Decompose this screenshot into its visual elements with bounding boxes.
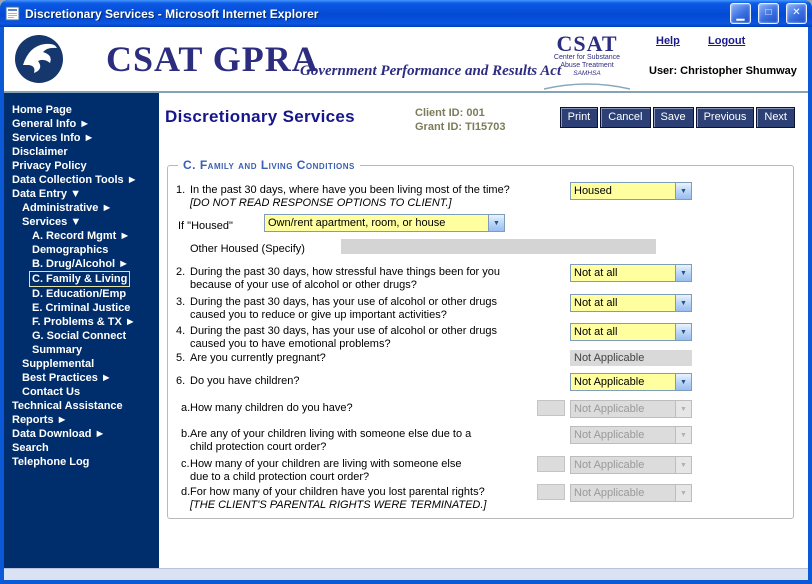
sidebar-item-home-page[interactable]: Home Page bbox=[12, 104, 72, 116]
question-6b: b. Are any of your children living with someone else due to a child protection court order? Not Applicable ▼ bbox=[176, 428, 785, 454]
sidebar-item-best-practices[interactable]: Best Practices ► bbox=[22, 372, 112, 384]
client-id: Client ID: 001 bbox=[415, 107, 485, 119]
other-housed-label: Other Housed (Specify) bbox=[190, 243, 305, 255]
q6d-note: [THE CLIENT'S PARENTAL RIGHTS WERE TERMINATED.] bbox=[190, 499, 487, 511]
q5-pregnant-value: Not Applicable bbox=[570, 350, 692, 366]
window-titlebar bbox=[0, 0, 812, 27]
client-grant-ids bbox=[415, 106, 505, 134]
dropdown-arrow-icon: ▼ bbox=[675, 457, 691, 473]
sidebar-item-search[interactable]: Search bbox=[12, 442, 49, 454]
q6c-select: Not Applicable ▼ bbox=[570, 456, 692, 474]
previous-button[interactable]: Previous bbox=[696, 107, 755, 128]
sidebar-item-services[interactable]: Services ▼ bbox=[22, 216, 82, 228]
csat-gpra-wordmark: CSAT GPRA bbox=[106, 39, 319, 79]
q1-living-select[interactable]: Housed ▼ bbox=[570, 182, 692, 200]
q1-text: In the past 30 days, where have you been living most of the time? bbox=[190, 184, 510, 196]
minimize-button[interactable]: ▁ bbox=[730, 3, 751, 24]
sidebar-item-privacy-policy[interactable]: Privacy Policy bbox=[12, 160, 87, 172]
dropdown-arrow-icon: ▼ bbox=[675, 374, 691, 390]
dropdown-arrow-icon: ▼ bbox=[675, 324, 691, 340]
sidebar-item-data-download[interactable]: Data Download ► bbox=[12, 428, 106, 440]
csat-logo: CSAT Center for Substance Abuse Treatment SAMHSA bbox=[541, 33, 633, 96]
question-1-other-housed bbox=[176, 239, 785, 257]
maximize-button[interactable]: □ bbox=[758, 3, 779, 24]
page-body bbox=[4, 93, 808, 568]
sidebar-item-telephone-log[interactable]: Telephone Log bbox=[12, 456, 90, 468]
ie-page-icon bbox=[5, 6, 20, 21]
dropdown-arrow-icon: ▼ bbox=[675, 295, 691, 311]
sidebar-item-supplemental[interactable]: Supplemental bbox=[22, 358, 95, 370]
q6c-count-input bbox=[537, 456, 565, 472]
dropdown-arrow-icon: ▼ bbox=[675, 265, 691, 281]
question-5: 5. Are you currently pregnant? Not Applicable bbox=[176, 352, 785, 365]
q1-note: [DO NOT READ RESPONSE OPTIONS TO CLIENT.] bbox=[190, 197, 452, 209]
if-housed-label: If "Housed" bbox=[178, 220, 233, 232]
sidebar-item-services-info[interactable]: Services Info ► bbox=[12, 132, 95, 144]
sidebar-item-administrative[interactable]: Administrative ► bbox=[22, 202, 113, 214]
question-2: 2. During the past 30 days, how stressful have things been for you because of your use of alcohol or other drugs? Not at all ▼ bbox=[176, 266, 785, 292]
question-6: 6. Do you have children? Not Applicable ▼ bbox=[176, 375, 785, 388]
question-6a: a. How many children do you have? Not Applicable ▼ bbox=[176, 402, 785, 415]
question-4: 4. During the past 30 days, has your use of alcohol or other drugs caused you to have emotional problems? Not at all ▼ bbox=[176, 325, 785, 351]
q6b-select: Not Applicable ▼ bbox=[570, 426, 692, 444]
question-1-if-housed bbox=[176, 216, 785, 234]
sidebar-item-technical-assistance[interactable]: Technical Assistance bbox=[12, 400, 123, 412]
sidebar-item-family-living[interactable]: C. Family & Living bbox=[4, 271, 159, 287]
bottom-strip bbox=[4, 568, 808, 580]
hhs-logo bbox=[14, 34, 64, 89]
sidebar-item-demographics[interactable]: Demographics bbox=[32, 244, 109, 256]
q6a-count-input bbox=[537, 400, 565, 416]
sidebar-nav bbox=[4, 93, 159, 568]
page-title: Discretionary Services bbox=[165, 107, 355, 126]
samhsa-swoosh-icon bbox=[542, 83, 632, 91]
q6d-count-input bbox=[537, 484, 565, 500]
q2-stress-select[interactable]: Not at all ▼ bbox=[570, 264, 692, 282]
logout-link[interactable]: Logout bbox=[708, 35, 746, 47]
sidebar-item-education-emp[interactable]: D. Education/Emp bbox=[32, 288, 127, 300]
cancel-button[interactable]: Cancel bbox=[600, 107, 650, 128]
app-header bbox=[4, 27, 808, 93]
sidebar-item-social-connect[interactable]: G. Social Connect bbox=[32, 330, 127, 342]
save-button[interactable]: Save bbox=[653, 107, 694, 128]
q6-children-select[interactable]: Not Applicable ▼ bbox=[570, 373, 692, 391]
sidebar-item-contact-us[interactable]: Contact Us bbox=[22, 386, 81, 398]
q6d-select: Not Applicable ▼ bbox=[570, 484, 692, 502]
gpra-tagline: Government Performance and Results Act bbox=[300, 63, 562, 79]
q6a-select: Not Applicable ▼ bbox=[570, 400, 692, 418]
next-button[interactable]: Next bbox=[756, 107, 795, 128]
dropdown-arrow-icon: ▼ bbox=[675, 485, 691, 501]
other-housed-input bbox=[341, 239, 656, 254]
window-title: Discretionary Services - Microsoft Internet Explorer bbox=[25, 6, 319, 21]
question-6d: d. For how many of your children have you lost parental rights? [THE CLIENT'S PARENTAL RIGHTS WERE TERMINATED.] Not Applicable ▼ bbox=[176, 486, 785, 512]
sidebar-item-record-mgmt[interactable]: A. Record Mgmt ► bbox=[32, 230, 131, 242]
main-content bbox=[159, 93, 808, 568]
q1-housed-type-select[interactable]: Own/rent apartment, room, or house ▼ bbox=[264, 214, 505, 232]
logged-in-user: User: Christopher Shumway bbox=[649, 65, 797, 77]
q3-activities-select[interactable]: Not at all ▼ bbox=[570, 294, 692, 312]
sidebar-item-reports[interactable]: Reports ► bbox=[12, 414, 68, 426]
close-button[interactable]: ✕ bbox=[786, 3, 807, 24]
help-link[interactable]: Help bbox=[656, 35, 680, 47]
sidebar-item-data-entry[interactable]: Data Entry ▼ bbox=[12, 188, 81, 200]
sidebar-item-summary[interactable]: Summary bbox=[32, 344, 83, 356]
dropdown-arrow-icon: ▼ bbox=[675, 183, 691, 199]
q4-emotional-select[interactable]: Not at all ▼ bbox=[570, 323, 692, 341]
sidebar-item-data-collection-tools[interactable]: Data Collection Tools ► bbox=[12, 174, 138, 186]
grant-id: Grant ID: TI15703 bbox=[415, 121, 506, 133]
question-6c: c. How many of your children are living with someone else due to a child protection court order? Not Applicable ▼ bbox=[176, 458, 785, 484]
sidebar-item-drug-alcohol[interactable]: B. Drug/Alcohol ► bbox=[32, 258, 130, 270]
window-content bbox=[4, 27, 808, 580]
question-3: 3. During the past 30 days, has your use of alcohol or other drugs caused you to reduce or give up important activities? Not at all ▼ bbox=[176, 296, 785, 322]
sidebar-item-general-info[interactable]: General Info ► bbox=[12, 118, 91, 130]
sidebar-item-problems-tx[interactable]: F. Problems & TX ► bbox=[32, 316, 136, 328]
sidebar-item-criminal-justice[interactable]: E. Criminal Justice bbox=[32, 302, 131, 314]
dropdown-arrow-icon: ▼ bbox=[675, 401, 691, 417]
question-1: 1. In the past 30 days, where have you been living most of the time? [DO NOT READ RESPONSE OPTIONS TO CLIENT.] Housed ▼ bbox=[176, 184, 785, 210]
print-button[interactable]: Print bbox=[560, 107, 599, 128]
toolbar bbox=[560, 107, 795, 128]
sidebar-item-disclaimer[interactable]: Disclaimer bbox=[12, 146, 68, 158]
dropdown-arrow-icon: ▼ bbox=[675, 427, 691, 443]
family-living-fieldset bbox=[167, 158, 794, 519]
section-legend: C. Family and Living Conditions bbox=[178, 158, 360, 172]
dropdown-arrow-icon: ▼ bbox=[488, 215, 504, 231]
